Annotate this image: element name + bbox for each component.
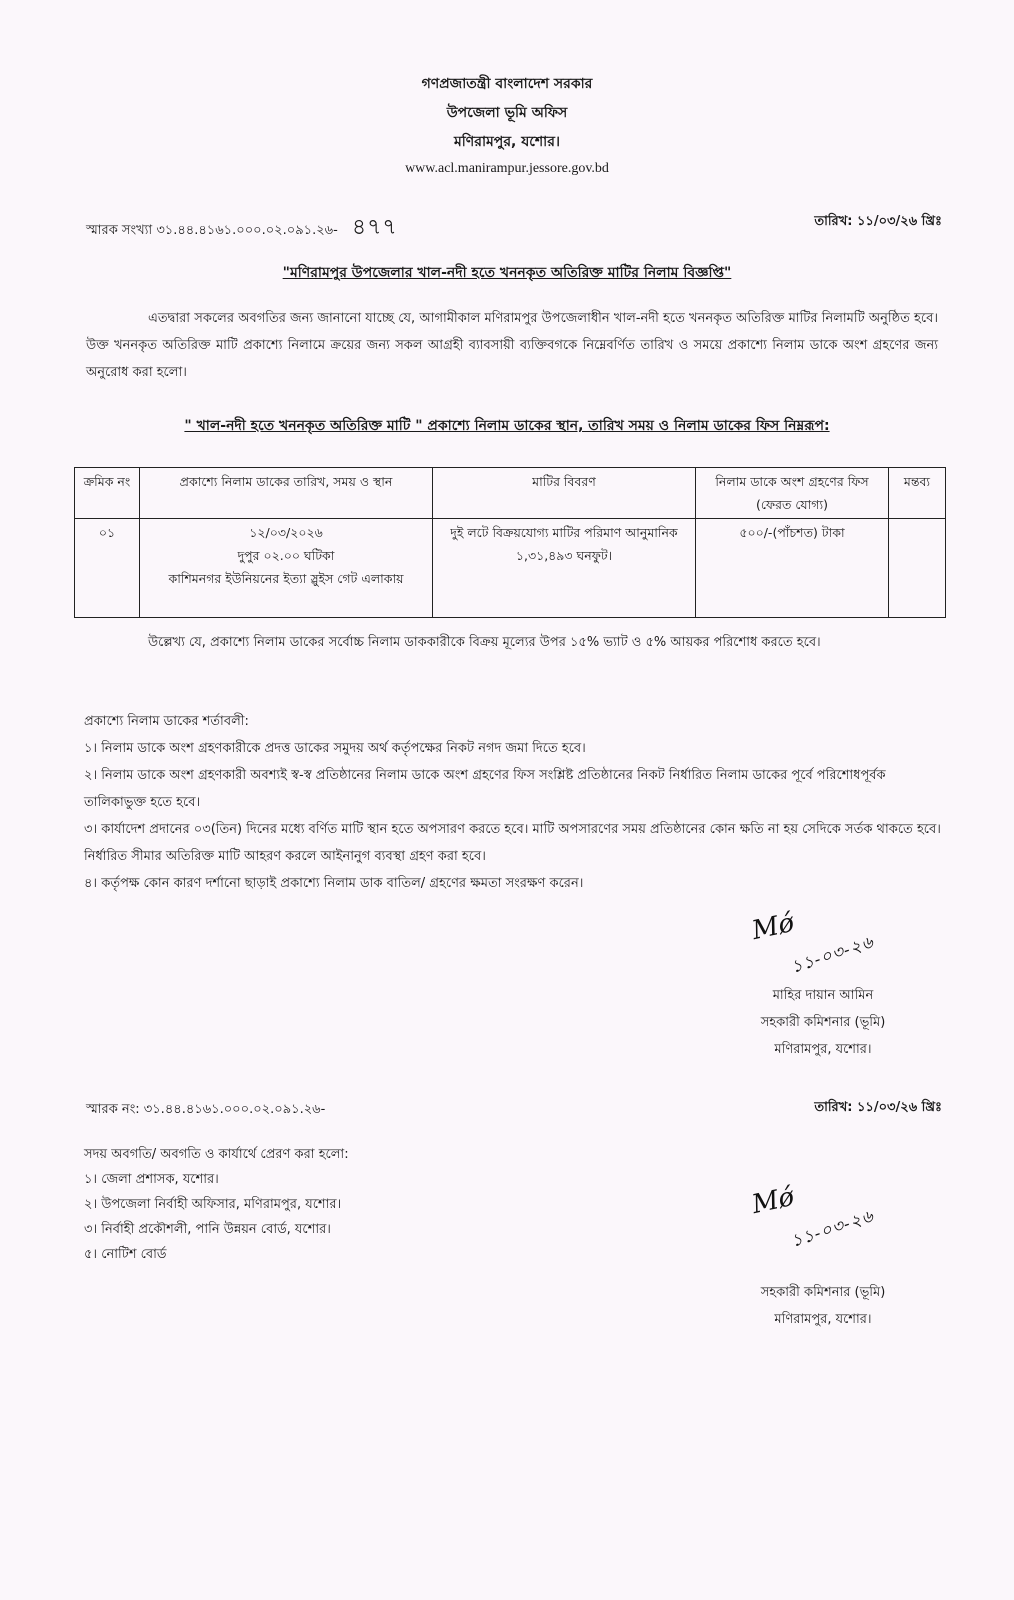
- vat-note-text: উল্লেখ্য যে, প্রকাশ্যে নিলাম ডাকের সর্বোচ্চ নিলাম ডাককারীকে বিক্রয় মূল্যের উপর ১৫% ভ্যাট ও ৫% আয়কর পরিশোধ করতে হবে।: [148, 635, 821, 650]
- col-serial: ক্রমিক নং: [75, 468, 140, 519]
- notice-title: "মণিরামপুর উপজেলার খাল-নদী হতে খননকৃত অতিরিক্ত মাটির নিলাম বিজ্ঞপ্তি": [282, 265, 732, 281]
- government-name: গণপ্রজাতন্ত্রী বাংলাদেশ সরকার: [421, 76, 593, 92]
- signature-mark: Mǿ: [749, 1181, 797, 1221]
- cell-remarks: [889, 519, 946, 618]
- col-remarks: মন্তব্য: [889, 468, 946, 519]
- handwritten-memo-number: ৪৭৭: [351, 215, 398, 240]
- auction-table: [74, 467, 946, 618]
- signatory-designation: সহকারী কমিশনার (ভূমি): [760, 1285, 886, 1300]
- signatory-name: মাহির দায়ান আমিন: [772, 988, 874, 1003]
- cell-soil-description: দুই লটে বিক্রয়যোগ্য মাটির পরিমাণ আনুমানিক ১,৩১,৪৯৩ ঘনফুট।: [433, 519, 696, 618]
- col-soil-description: মাটির বিবরণ: [433, 468, 696, 519]
- vat-note: [86, 629, 938, 656]
- signature-mark: Mǿ: [749, 907, 797, 947]
- distribution-date: তারিখ: ১১/০৩/২৬ খ্রিঃ: [814, 1100, 942, 1115]
- office-location: মণিরামপুর, যশোর।: [454, 134, 560, 150]
- recipient-item: ২। উপজেলা নির্বাহী অফিসার, মণিরামপুর, যশোর।: [84, 1197, 342, 1212]
- website-link[interactable]: www.acl.manirampur.jessore.gov.bd: [405, 161, 609, 176]
- memo-label: স্মারক সংখ্যা ৩১.৪৪.৪১৬১.০০০.০২.০৯১.২৬-: [86, 223, 338, 238]
- col-date-time-place: প্রকাশ্যে নিলাম ডাকের তারিখ, সময় ও স্থান: [140, 468, 433, 519]
- auction-place: কাশিমনগর ইউনিয়নের ইত্যা স্লুইস গেট এলাকায়: [168, 571, 404, 586]
- conditions-section: [84, 708, 944, 897]
- conditions-heading: প্রকাশ্যে নিলাম ডাকের শর্তাবলী:: [84, 714, 249, 729]
- signature-1: [749, 907, 797, 947]
- col-fee: নিলাম ডাকে অংশ গ্রহণের ফিস (ফেরত যোগ্য): [696, 468, 889, 519]
- table-header-row: [75, 468, 946, 519]
- recipient-item: ৫। নোটিশ বোর্ড: [84, 1247, 167, 1262]
- intro-text: এতদ্বারা সকলের অবগতির জন্য জানানো যাচ্ছে যে, আগামীকাল মণিরামপুর উপজেলাধীন খাল-নদী হতে খননকৃত অতিরিক্ত মাটির নিলামটি অনুষ্ঠিত হবে। উক্ত খননকৃত অতিরিক্ত মাটি প্রকাশ্যে নিলামে ক্রয়ের জন্য সকল আগ্রহী ব্যাবসায়ী ব্যক্তিবগকে নিম্নেবর্ণিত তারিখ ও সময়ে প্রকাশ্যে নিলাম ডাকে অংশ গ্রহণের জন্য অনুরোধ করা হলো।: [86, 311, 938, 380]
- condition-item: ২। নিলাম ডাকে অংশ গ্রহণকারী অবশ্যই স্ব-স্ব প্রতিষ্ঠানের নিলাম ডাকে অংশ গ্রহণের ফিস সংশ্লিষ্ট প্রতিষ্ঠানের নিকট নির্ধারিত নিলাম ডাকের পূর্বে পরিশোধপূর্বক তালিকাভুক্ত হতে হবে।: [84, 768, 886, 810]
- cell-serial: ০১: [75, 519, 140, 618]
- signatory-1: [708, 982, 938, 1063]
- signature-2: [749, 1181, 797, 1221]
- cell-date-time-place: [140, 519, 433, 618]
- table-caption: " খাল-নদী হতে খননকৃত অতিরিক্ত মাটি " প্রকাশ্যে নিলাম ডাকের স্থান, তারিখ সময় ও নিলাম ডাকের ফিস নিম্নরূপ:: [184, 418, 830, 434]
- handwritten-date: ১১-০৩-২৬: [788, 1206, 877, 1252]
- signature-1-date: [788, 932, 877, 978]
- recipient-item: ১। জেলা প্রশাসক, যশোর।: [84, 1172, 219, 1187]
- signatory-location: মণিরামপুর, যশোর।: [774, 1042, 872, 1057]
- memo-number: [86, 210, 398, 247]
- signatory-location: মণিরামপুর, যশোর।: [774, 1312, 872, 1327]
- office-name: উপজেলা ভূমি অফিস: [446, 105, 568, 121]
- auction-time: দুপুর ০২.০০ ঘটিকা: [237, 548, 335, 563]
- handwritten-date: ১১-০৩-২৬: [788, 932, 877, 978]
- distribution-memo: স্মারক নং: ৩১.৪৪.৪১৬১.০০০.০২.০৯১.২৬-: [86, 1102, 326, 1117]
- condition-item: ৪। কর্তৃপক্ষ কোন কারণ দর্শানো ছাড়াই প্রকাশ্যে নিলাম ডাক বাতিল/ গ্রহণের ক্ষমতা সংরক্ষণ করেন।: [84, 876, 584, 891]
- distribution-intro: সদয় অবগতি/ অবগতি ও কার্যার্থে প্রেরণ করা হলো:: [84, 1147, 349, 1162]
- recipient-item: ৩। নির্বাহী প্রকৌশলী, পানি উন্নয়ন বোর্ড, যশোর।: [84, 1222, 331, 1237]
- condition-item: ৩। কার্যাদেশ প্রদানের ০৩(তিন) দিনের মধ্যে বর্ণিত মাটি স্থান হতে অপসারণ করতে হবে। মাটি অপসারণের সময় প্রতিষ্ঠানের কোন ক্ষতি না হয় সেদিকে সর্তক থাকতে হবে। নির্ধারিত সীমার অতিরিক্ত মাটি আহরণ করলে আইনানুগ ব্যবস্থা গ্রহণ করা হবে।: [84, 822, 941, 864]
- cell-fee: ৫০০/-(পাঁচশত) টাকা: [696, 519, 889, 618]
- signature-2-date: [788, 1206, 877, 1252]
- intro-paragraph: [86, 305, 938, 386]
- auction-date: ১২/০৩/২০২৬: [249, 525, 323, 540]
- table-row: [75, 519, 946, 618]
- signatory-2: [708, 1279, 938, 1333]
- signatory-designation: সহকারী কমিশনার (ভূমি): [760, 1015, 886, 1030]
- condition-item: ১। নিলাম ডাকে অংশ গ্রহণকারীকে প্রদত্ত ডাকের সমুদয় অর্থ কর্তৃপক্ষের নিকট নগদ জমা দিতে হবে।: [84, 741, 586, 756]
- memo-date: তারিখ: ১১/০৩/২৬ খ্রিঃ: [814, 214, 942, 229]
